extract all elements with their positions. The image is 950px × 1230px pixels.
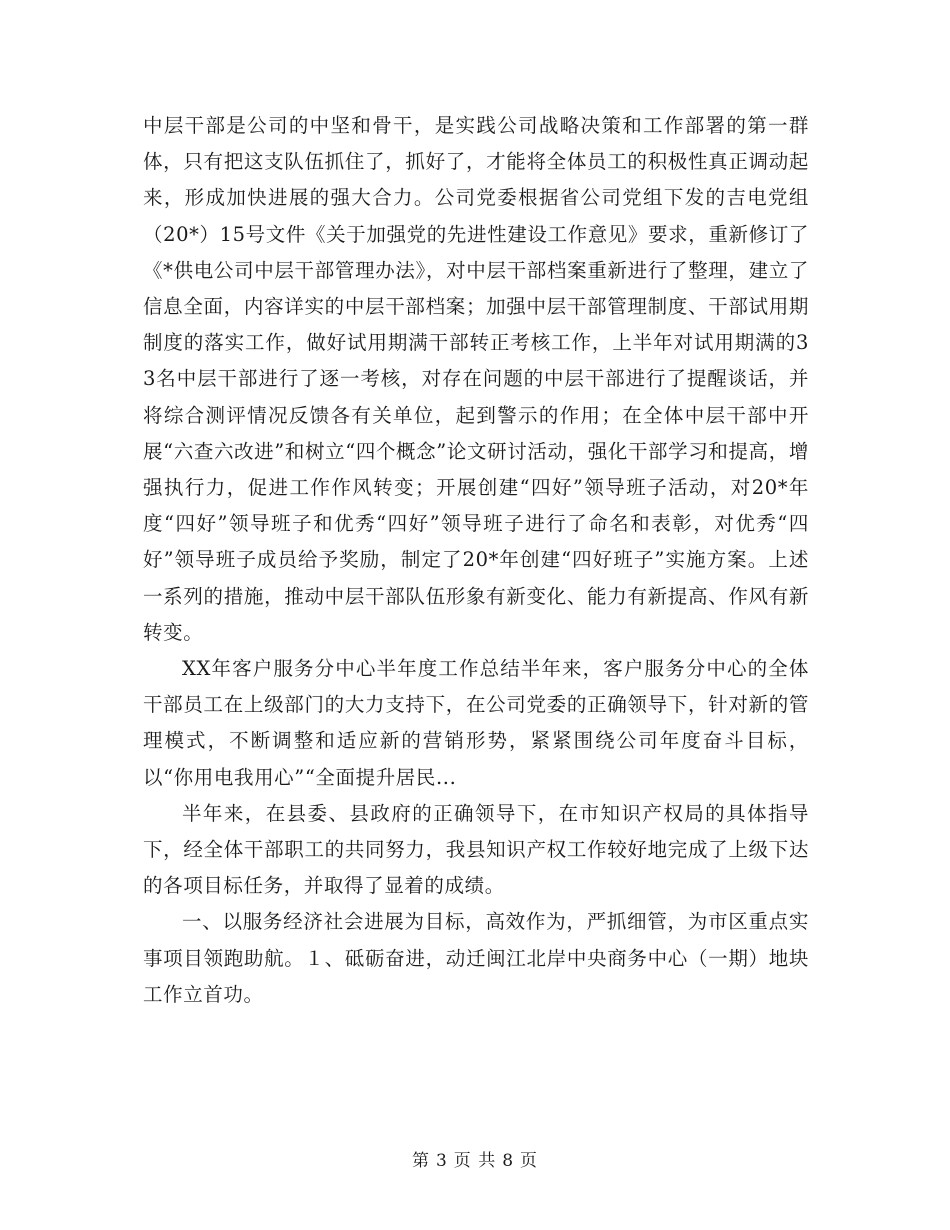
footer-prefix: 第 [411,1151,430,1171]
footer-middle: 页 共 [453,1151,497,1171]
paragraph-4: 一、以服务经济社会进展为目标，高效作为，严抓细管，为市区重点实事项目领跑助航。１、砥砺奋进，动迁闽江北岸中央商务中心（一期）地块工作立首功。 [143,910,809,1006]
page-footer [0,1146,950,1171]
paragraph-3: 半年来，在县委、县政府的正确领导下，在市知识产权局的具体指导下，经全体干部职工的共同努力，我县知识产权工作较好地完成了上级下达的各项目标任务，并取得了显着的成绩。 [143,801,809,898]
paragraph-1: 中层干部是公司的中坚和骨干，是实践公司战略决策和工作部署的第一群体，只有把这支队伍抓住了，抓好了，才能将全体员工的积极性真正调动起来，形成加快进展的强大合力。公司党委根据省公司党组下发的吉电党组（20*）15号文件《关于加强党的先进性建设工作意见》要求，重新修订了《*供电公司中层干部管理办法》，对中层干部档案重新进行了整理，建立了信息全面，内容详实的中层干部档案；加强中层干部管理制度、干部试用期制度的落实工作，做好试用期满干部转正考核工作，上半年对试用期满的33名中层干部进行了逐一考核，对存在问题的中层干部进行了提醒谈话，并将综合测评情况反馈各有关单位，起到警示的作用；在全体中层干部中开展“六查六改进”和树立“四个概念”论文研讨活动，强化干部学习和提高，增强执行力，促进工作作风转变；开展创建“四好”领导班子活动，对20*年度“四好”领导班子和优秀“四好”领导班子进行了命名和表彰，对优秀“四好”领导班子成员给予奖励，制定了20*年创建“四好班子”实施方案。上述一系列的措施，推动中层干部队伍形象有新变化、能力有新提高、作风有新转变。 [143,114,809,644]
paragraph-2: XX年客户服务分中心半年度工作总结半年来，客户服务分中心的全体干部员工在上级部门的大力支持下，在公司党委的正确领导下，针对新的管理模式，不断调整和适应新的营销形势，紧紧围绕公司年度奋斗目标，以“你用电我用心”“全面提升居民... [143,657,809,789]
footer-total-pages: 8 [502,1151,515,1171]
footer-current-page: 3 [435,1151,448,1171]
footer-suffix: 页 [520,1151,539,1171]
document-body [143,108,809,1013]
